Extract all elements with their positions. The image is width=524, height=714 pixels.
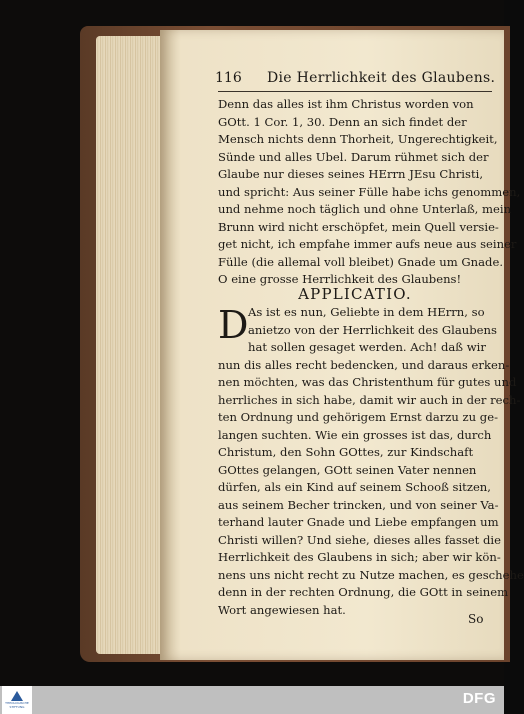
library-logo-text: THEOLOGISCHE STIFTUNG: [5, 701, 29, 709]
text-line: hat sollen gesaget werden. Ach! daß wir: [248, 340, 486, 354]
paragraph-1: [218, 96, 521, 289]
text-line: nen möchten, was das Christenthum für gutes und: [218, 375, 517, 389]
text-line: und spricht: Aus seiner Fülle habe ichs genommen,: [218, 184, 521, 199]
viewer-footer: [0, 686, 504, 714]
text-line: nun dis alles recht bedencken, und daraus erken-: [218, 357, 510, 372]
text-line: GOtt. 1 Cor. 1, 30. Denn an sich findet der: [218, 114, 467, 129]
paragraph-2: [218, 304, 524, 619]
text-line: denn in der rechten Ordnung, die GOtt in seinem: [218, 585, 509, 599]
drop-initial: D: [218, 303, 249, 347]
text-line: terhand lauter Gnade und Liebe empfangen um: [218, 515, 499, 529]
text-line: O eine grosse Herrlichkeit des Glaubens!: [218, 272, 462, 286]
text-line: Glaube nur dieses seines HErrn JEsu Christi,: [218, 167, 484, 181]
text-line: Wort angewiesen hat.: [218, 602, 346, 617]
text-line: und nehme noch täglich und ohne Unterlaß, mein: [218, 202, 512, 216]
text-line: Christum, den Sohn GOttes, zur Kindschaft: [218, 445, 474, 459]
library-logo-icon: [11, 691, 23, 701]
text-line: Herrlichkeit des Glaubens in sich; aber wir kön-: [218, 550, 501, 564]
text-line: Brunn wird nicht erschöpfet, mein Quell versie-: [218, 219, 499, 234]
section-heading: APPLICATIO.: [298, 285, 412, 303]
text-line: Mensch nichts denn Thorheit, Ungerechtigkeit,: [218, 132, 498, 146]
dfg-logo[interactable]: DFG: [462, 690, 496, 707]
text-line: ten Ordnung und gehörigem Ernst darzu zu ge-: [218, 410, 498, 424]
text-line: Christi willen? Und siehe, dieses alles fasset die: [218, 532, 501, 547]
text-line: dürfen, als ein Kind auf seinem Schooß sitzen,: [218, 480, 491, 494]
text-line: GOttes gelangen, GOtt seinen Vater nennen: [218, 462, 477, 477]
text-line: langen suchten. Wie ein grosses ist das, durch: [218, 427, 492, 442]
text-line: Denn das alles ist ihm Christus worden von: [218, 97, 474, 111]
text-line: Sünde und alles Ubel. Darum rühmet sich der: [218, 149, 489, 164]
text-line: Fülle (die allemal voll bleibet) Gnade um Gnade.: [218, 254, 504, 269]
text-line: anietzo von der Herrlichkeit des Glaubens: [248, 322, 497, 337]
catchword: So: [468, 612, 484, 626]
running-title: Die Herrlichkeit des Glaubens.: [267, 70, 496, 86]
page-header: [215, 70, 495, 90]
text-line: nens uns nicht recht zu Nutze machen, es geschehe: [218, 567, 524, 582]
text-line: As ist es nun, Geliebte in dem HErrn, so: [248, 305, 485, 319]
text-line: aus seinem Becher trincken, und von seiner Va-: [218, 497, 499, 512]
header-rule: [218, 91, 492, 92]
text-line: get nicht, ich empfahe immer aufs neue aus seiner: [218, 237, 517, 251]
page-number: 116: [215, 70, 242, 86]
text-line: herrliches in sich habe, damit wir auch in der rech-: [218, 392, 521, 407]
library-logo[interactable]: [2, 686, 32, 714]
